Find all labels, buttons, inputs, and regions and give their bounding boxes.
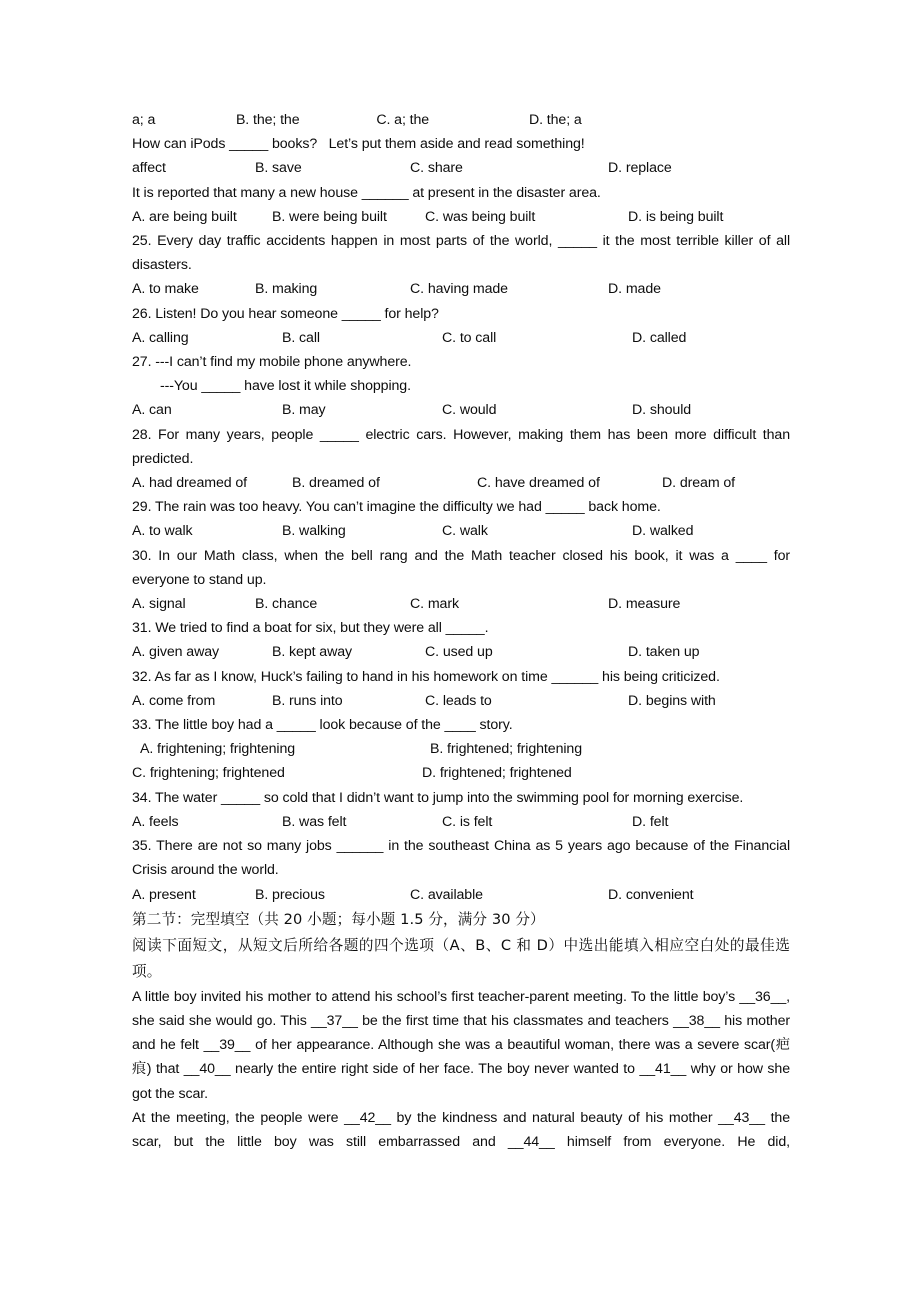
cloze-passage-paragraph-1: A little boy invited his mother to attend his school’s first teacher-parent meeting. To the little boy’s __36__, she said she would go. This __37__ be the first time that his classmates and teachers __38__ his mother and he felt __39__ of her appearance. Although she was a beautiful woman, there was a severe scar(疤痕) that __40__ nearly the entire right side of her face. The boy never wanted to __41__ why or how she got the scar. bbox=[132, 988, 790, 1102]
option-a: A. given away bbox=[132, 644, 220, 661]
question-27-stem: 27. ---I can’t find my mobile phone anywhere. bbox=[132, 354, 412, 371]
option-a: A. to walk bbox=[132, 523, 193, 540]
question-34-options bbox=[132, 810, 790, 834]
option-b: B. may bbox=[282, 402, 326, 419]
question-28-stem: 28. For many years, people _____ electric cars. However, making them has been more difficult than predicted. bbox=[132, 426, 790, 467]
question-29-options bbox=[132, 519, 790, 543]
option-a: A. signal bbox=[132, 596, 186, 613]
option-c: C. is felt bbox=[442, 813, 493, 830]
option-b: B. kept away bbox=[272, 644, 353, 661]
option-d: D. should bbox=[632, 402, 692, 419]
question-33-stem: 33. The little boy had a _____ look because of the ____ story. bbox=[132, 717, 513, 734]
option-d: D. made bbox=[608, 281, 661, 298]
option-c: C. mark bbox=[410, 596, 459, 613]
option-a: A. frightening; frightening bbox=[140, 741, 296, 758]
option-b: B. walking bbox=[282, 523, 346, 540]
option-d: D. taken up bbox=[628, 644, 700, 661]
option-a: A. can bbox=[132, 402, 172, 419]
question-24-stem: How can iPods _____ books? Let’s put them aside and read something! bbox=[132, 136, 585, 153]
option-b: B. precious bbox=[255, 886, 325, 903]
option-d: D. convenient bbox=[608, 886, 694, 903]
question-24-options bbox=[132, 156, 790, 180]
option-d: D. called bbox=[632, 329, 687, 346]
option-c: C. used up bbox=[425, 644, 493, 661]
option-b: B. frightened; frightening bbox=[430, 741, 582, 758]
option-c: C. walk bbox=[442, 523, 488, 540]
option-c: C. have dreamed of bbox=[477, 475, 600, 492]
question-28-options bbox=[132, 471, 790, 495]
option-d: D. measure bbox=[608, 596, 681, 613]
option-c: C. frightening; frightened bbox=[132, 765, 285, 782]
option-b: B. dreamed of bbox=[292, 475, 380, 492]
option-a: affect bbox=[132, 160, 166, 177]
option-b: B. save bbox=[255, 160, 302, 177]
question-32-stem: 32. As far as I know, Huck’s failing to hand in his homework on time ______ his being criticized. bbox=[132, 668, 720, 685]
question-34-stem: 34. The water _____ so cold that I didn’t want to jump into the swimming pool for morning exercise. bbox=[132, 789, 744, 806]
question-27-options bbox=[132, 398, 790, 422]
option-b: B. were being built bbox=[272, 208, 387, 225]
question-26-stem: 26. Listen! Do you hear someone _____ for help? bbox=[132, 305, 439, 322]
question-33-options-row1 bbox=[132, 737, 790, 761]
question-23-options: a; a B. the; the C. a; the D. the; a bbox=[132, 112, 582, 128]
option-c: C. leads to bbox=[425, 692, 492, 709]
option-b: B. was felt bbox=[282, 813, 347, 830]
option-d: D. is being built bbox=[628, 208, 724, 225]
cloze-passage-paragraph-2: At the meeting, the people were __42__ by the kindness and natural beauty of his mother __43__ the scar, but the little boy was still embarrassed and __44__ himself from everyone. He did, bbox=[132, 1109, 790, 1150]
page-body-column bbox=[132, 108, 790, 1154]
option-a: A. present bbox=[132, 886, 196, 903]
option-a: A. feels bbox=[132, 813, 179, 830]
option-d: D. felt bbox=[632, 813, 669, 830]
question-26-options bbox=[132, 326, 790, 350]
section-2-instruction: 阅读下面短文，从短文后所给各题的四个选项（A、B、C 和 D）中选出能填入相应空白处的最佳选项。 bbox=[132, 936, 790, 980]
option-a: A. calling bbox=[132, 329, 189, 346]
question-29-stem: 29. The rain was too heavy. You can’t imagine the difficulty we had _____ back home. bbox=[132, 499, 661, 516]
option-c: C. available bbox=[410, 886, 483, 903]
question-32-options bbox=[132, 689, 790, 713]
option-c: C. would bbox=[442, 402, 497, 419]
option-d: D. walked bbox=[632, 523, 694, 540]
question-25-stem: 25. Every day traffic accidents happen in most parts of the world, _____ it the most terrible killer of all disasters. bbox=[132, 233, 790, 274]
option-d: D. begins with bbox=[628, 692, 716, 709]
question-31-stem: 31. We tried to find a boat for six, but they were all _____. bbox=[132, 620, 489, 637]
question-25-options bbox=[132, 277, 790, 301]
option-a: A. had dreamed of bbox=[132, 475, 248, 492]
option-b: B. runs into bbox=[272, 692, 343, 709]
option-b: B. call bbox=[282, 329, 320, 346]
question-35-stem: 35. There are not so many jobs ______ in the southeast China as 5 years ago because of the Financial Crisis around the world. bbox=[132, 838, 790, 879]
option-c: C. was being built bbox=[425, 208, 536, 225]
option-a: A. come from bbox=[132, 692, 216, 709]
question-24b-options bbox=[132, 205, 790, 229]
question-30-options bbox=[132, 592, 790, 616]
option-a: A. to make bbox=[132, 281, 199, 298]
option-c: C. share bbox=[410, 160, 463, 177]
question-35-options bbox=[132, 883, 790, 907]
question-33-options-row2 bbox=[132, 761, 790, 785]
option-d: D. replace bbox=[608, 160, 672, 177]
option-b: B. chance bbox=[255, 596, 318, 613]
question-27-stem-line2: ---You _____ have lost it while shopping. bbox=[160, 378, 411, 395]
option-d: D. frightened; frightened bbox=[422, 765, 572, 782]
option-b: B. making bbox=[255, 281, 318, 298]
option-d: D. dream of bbox=[662, 475, 736, 492]
option-c: C. to call bbox=[442, 329, 497, 346]
option-a: A. are being built bbox=[132, 208, 237, 225]
option-c: C. having made bbox=[410, 281, 508, 298]
section-2-heading: 第二节：完型填空（共 20 小题；每小题 1.5 分，满分 30 分） bbox=[132, 910, 545, 928]
question-24b-stem: It is reported that many a new house ______ at present in the disaster area. bbox=[132, 184, 601, 201]
question-30-stem: 30. In our Math class, when the bell rang and the Math teacher closed his book, it was a ____ for everyone to stand up. bbox=[132, 547, 790, 588]
question-31-options bbox=[132, 640, 790, 664]
